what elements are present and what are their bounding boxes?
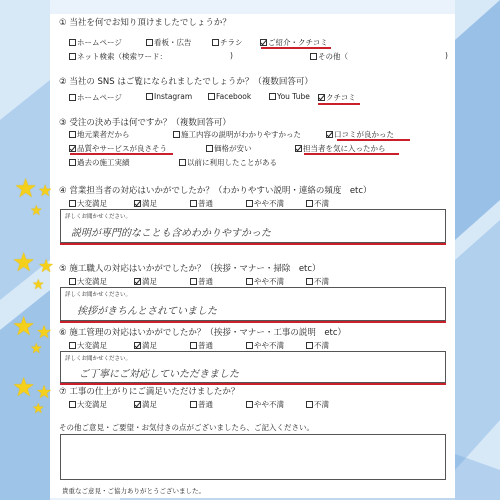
survey-sheet: [50, 14, 455, 498]
q2-kuchikomi-underline: [318, 103, 360, 105]
q5-rating-satisfied[interactable]: 満足: [134, 276, 157, 287]
checkbox-checked[interactable]: [295, 145, 302, 152]
q4-box-underline: [60, 243, 446, 245]
q5-question: ⑤ 施工職人の対応はいかがでしたか？（挨拶・マナー・掃除 etc）: [59, 264, 321, 274]
q5-box-underline: [60, 321, 446, 323]
checkbox[interactable]: [246, 342, 253, 349]
q3-question: ③ 受注の決め手は何ですか？（複数回答可）: [59, 118, 231, 128]
footer-thanks: 貴重なご意見・ご協力ありがとうございました。: [62, 487, 205, 495]
q4-rating-normal[interactable]: 普通: [190, 198, 213, 209]
checkbox[interactable]: [206, 145, 213, 152]
q2-option-instagram[interactable]: Instagram: [146, 92, 192, 101]
comments-box[interactable]: [60, 434, 446, 480]
checkbox[interactable]: [146, 39, 153, 46]
q7-rating-slightly-unsatisfied[interactable]: やや不満: [246, 399, 284, 410]
star-icon: ★: [32, 277, 45, 293]
q6-rating-normal[interactable]: 普通: [190, 340, 213, 351]
checkbox[interactable]: [146, 93, 153, 100]
q3-option-quality[interactable]: 品質やサービスが良さそう: [69, 143, 167, 154]
checkbox[interactable]: [190, 401, 197, 408]
q2-question: ② 当社の SNS はご覧になられましたでしょうか？（複数回答可）: [59, 77, 313, 87]
q3-option-explanation[interactable]: 施工内容の説明がわかりやすかった: [173, 129, 301, 140]
star-icon: ★: [36, 322, 53, 343]
checkbox[interactable]: [208, 93, 215, 100]
checkbox-checked[interactable]: [134, 278, 141, 285]
q3-option-staff[interactable]: 担当者を気に入ったから: [295, 143, 386, 154]
q6-rating-slightly-unsatisfied[interactable]: やや不満: [246, 340, 284, 351]
q6-rating-unsatisfied[interactable]: 不満: [306, 340, 329, 351]
q6-detail-box[interactable]: [60, 351, 446, 383]
q4-rating-satisfied[interactable]: 満足: [134, 198, 157, 209]
q7-rating-satisfied[interactable]: 満足: [134, 399, 157, 410]
checkbox[interactable]: [306, 342, 313, 349]
star-icon: ★: [36, 382, 53, 403]
checkbox[interactable]: [69, 94, 76, 101]
checkbox[interactable]: [69, 159, 76, 166]
q5-rating-normal[interactable]: 普通: [190, 276, 213, 287]
star-icon: ★: [30, 203, 43, 219]
checkbox-checked[interactable]: [260, 39, 267, 46]
checkbox[interactable]: [306, 278, 313, 285]
star-icon: ★: [14, 174, 38, 204]
checkbox[interactable]: [69, 401, 76, 408]
q4-question: ④ 営業担当者の対応はいかがでしたか？（わかりやすい説明・連絡の頻度 etc）: [59, 186, 372, 196]
q4-detail-label: 詳しくお聞かせください。: [65, 214, 132, 220]
star-icon: ★: [12, 248, 36, 278]
checkbox[interactable]: [246, 401, 253, 408]
q3-option-local[interactable]: 地元業者だから: [69, 129, 130, 140]
checkbox[interactable]: [190, 342, 197, 349]
checkbox[interactable]: [306, 401, 313, 408]
q5-handwritten-answer: 挨拶がきちんとされていました: [77, 306, 217, 317]
checkbox-checked[interactable]: [134, 200, 141, 207]
checkbox[interactable]: [69, 200, 76, 207]
q1-option-flyer[interactable]: チラシ: [212, 37, 243, 48]
checkbox-checked[interactable]: [134, 342, 141, 349]
q5-detail-label: 詳しくお聞かせください。: [65, 292, 132, 298]
star-icon: ★: [38, 181, 53, 200]
checkbox[interactable]: [212, 39, 219, 46]
q3-reviews-underline: [337, 139, 410, 141]
checkbox[interactable]: [69, 342, 76, 349]
checkbox[interactable]: [246, 278, 253, 285]
q2-option-youtube[interactable]: You Tube: [269, 92, 310, 101]
checkbox[interactable]: [179, 159, 186, 166]
q7-rating-unsatisfied[interactable]: 不満: [306, 399, 329, 410]
q1-net-search-close: ): [230, 51, 233, 60]
q6-question: ⑥ 施工管理の対応はいかがでしたか？（挨拶・マナー・工事の説明 etc）: [59, 328, 347, 338]
q1-referral-underline: [261, 47, 331, 49]
q6-rating-very-satisfied[interactable]: 大変満足: [69, 340, 107, 351]
q3-option-repeat[interactable]: 以前に利用したことがある: [179, 157, 277, 168]
q3-quality-underline: [70, 153, 173, 155]
q4-rating-unsatisfied[interactable]: 不満: [306, 198, 329, 209]
star-icon: ★: [30, 341, 43, 357]
checkbox-checked[interactable]: [69, 145, 76, 152]
q7-rating-normal[interactable]: 普通: [190, 399, 213, 410]
checkbox[interactable]: [306, 200, 313, 207]
checkbox[interactable]: [69, 131, 76, 138]
q5-rating-unsatisfied[interactable]: 不満: [306, 276, 329, 287]
star-icon: ★: [32, 401, 45, 417]
q2-option-homepage[interactable]: ホームページ: [69, 92, 122, 103]
q1-question: ① 当社を何でお知り頂けましたでしょうか？: [59, 18, 231, 28]
checkbox-checked[interactable]: [134, 401, 141, 408]
q7-rating-very-satisfied[interactable]: 大変満足: [69, 399, 107, 410]
q3-option-price[interactable]: 価格が安い: [206, 143, 252, 154]
q2-option-facebook[interactable]: Facebook: [208, 92, 251, 101]
checkbox[interactable]: [69, 278, 76, 285]
checkbox[interactable]: [69, 53, 76, 60]
q3-staff-underline: [304, 153, 399, 155]
q5-rating-very-satisfied[interactable]: 大変満足: [69, 276, 107, 287]
checkbox-checked[interactable]: [318, 94, 325, 101]
star-icon: ★: [12, 312, 36, 342]
q5-rating-slightly-unsatisfied[interactable]: やや不満: [246, 276, 284, 287]
checkbox-checked[interactable]: [326, 131, 333, 138]
checkbox[interactable]: [190, 278, 197, 285]
q4-rating-slightly-unsatisfied[interactable]: やや不満: [246, 198, 284, 209]
q3-option-track-record[interactable]: 過去の施工実績: [69, 157, 130, 168]
q6-handwritten-answer: ご丁寧にご対応していただきました: [79, 369, 239, 380]
q4-detail-box[interactable]: [60, 209, 446, 243]
q2-option-kuchikomi[interactable]: クチコミ: [318, 92, 356, 103]
checkbox[interactable]: [269, 93, 276, 100]
q1-option-net-search[interactable]: ネット検索（検索ワード：: [69, 51, 167, 62]
q1-option-referral[interactable]: ご紹介・クチコミ: [260, 37, 328, 48]
q4-rating-very-satisfied[interactable]: 大変満足: [69, 198, 107, 209]
q1-option-signboard[interactable]: 看板・広告: [146, 37, 192, 48]
checkbox[interactable]: [190, 200, 197, 207]
q1-option-other[interactable]: その他（: [310, 51, 348, 62]
comments-prompt: その他ご意見・ご要望・お気付きの点がございましたら、ご記入ください。: [59, 423, 314, 432]
checkbox[interactable]: [173, 131, 180, 138]
q6-rating-satisfied[interactable]: 満足: [134, 340, 157, 351]
q6-detail-label: 詳しくお聞かせください。: [65, 356, 132, 362]
q1-other-close: ): [445, 51, 448, 60]
q4-handwritten-answer: 説明が専門的なことも含めわかりやすかった: [71, 228, 271, 239]
q7-question: ⑦ 工事の仕上がりにご満足いただけましたか？: [59, 387, 240, 397]
star-icon: ★: [12, 373, 36, 403]
q1-option-homepage[interactable]: ホームページ: [69, 37, 122, 48]
checkbox[interactable]: [69, 39, 76, 46]
q5-detail-box[interactable]: [60, 287, 446, 321]
star-icon: ★: [38, 256, 55, 277]
q3-option-reviews[interactable]: 口コミが良かった: [326, 129, 394, 140]
checkbox[interactable]: [246, 200, 253, 207]
checkbox[interactable]: [310, 53, 317, 60]
